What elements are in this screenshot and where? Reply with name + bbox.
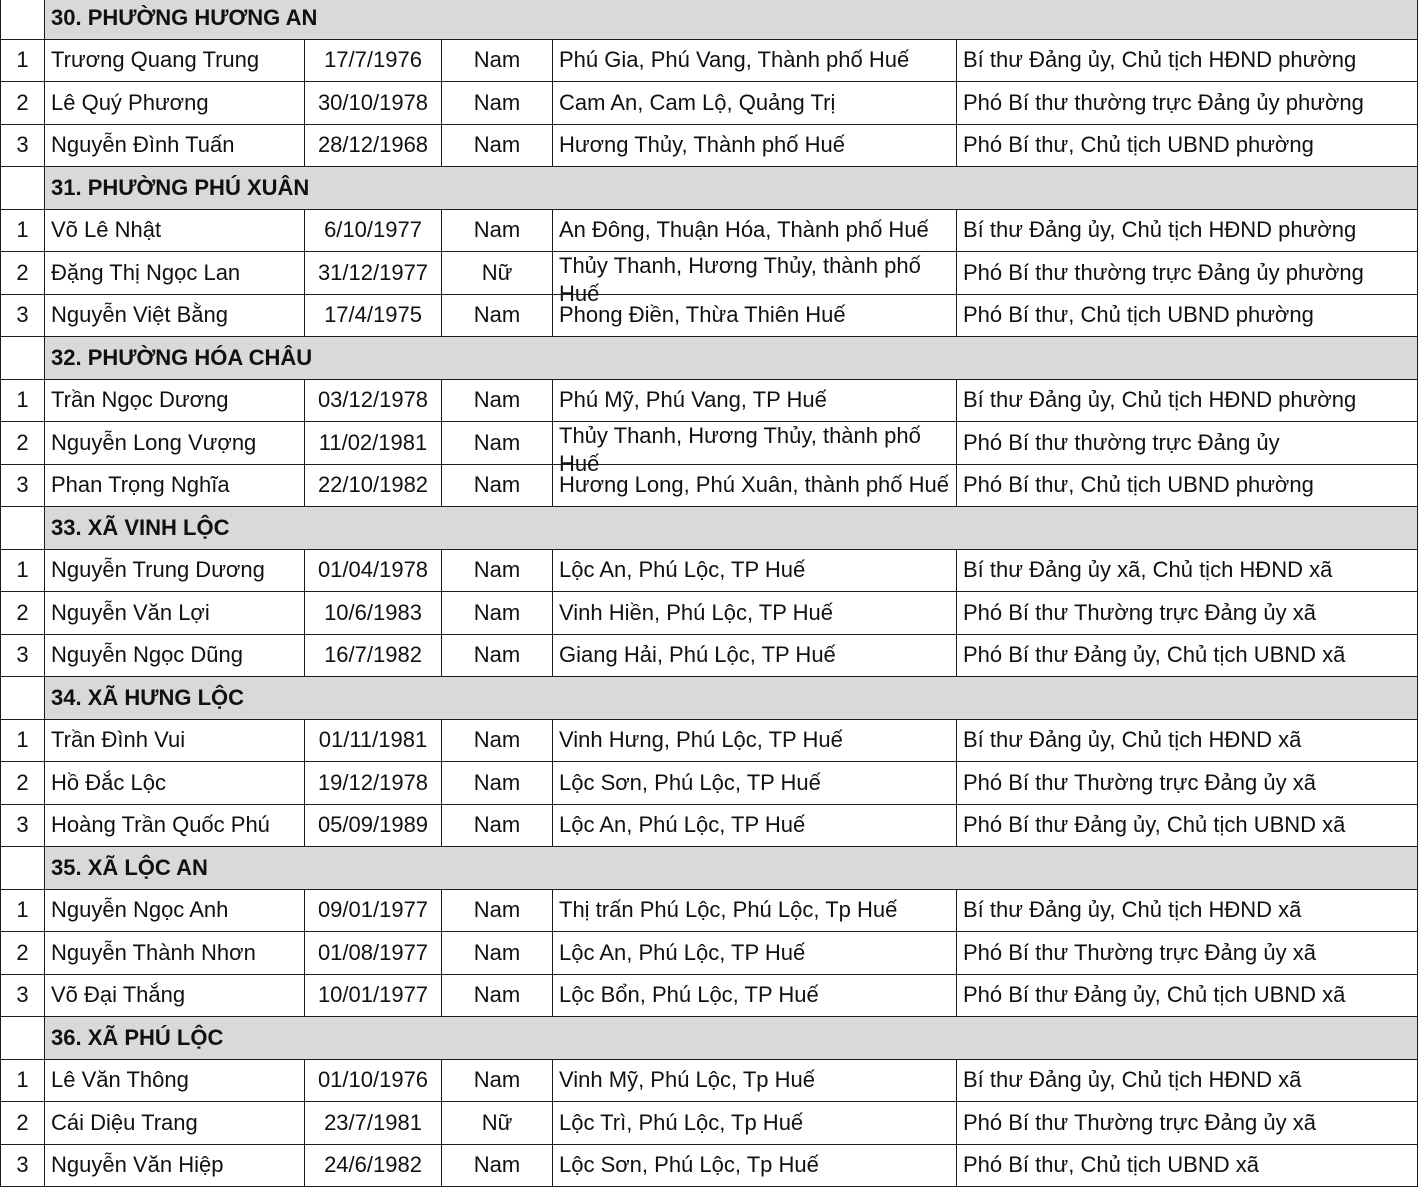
gender-cell: Nam [442,422,553,465]
hometown-cell: Lộc Trì, Phú Lộc, Tp Huế [553,1102,957,1145]
section-header-row [1,1017,1418,1060]
gender-cell: Nam [442,974,553,1017]
hometown-text: Thủy Thanh, Hương Thủy, thành phố Huế [559,423,921,476]
position-cell: Bí thư Đảng ủy, Chủ tịch HĐND phường [957,379,1418,422]
birth-date-cell: 22/10/1982 [305,464,442,507]
row-number-cell: 3 [1,634,45,677]
row-number-cell: 1 [1,719,45,762]
full-name-cell: Nguyễn Ngọc Dũng [45,634,305,677]
personnel-table-body [1,0,1418,1187]
section-title: 33. XÃ VINH LỘC [45,507,1418,550]
row-number-cell: 3 [1,804,45,847]
table-row [1,39,1418,82]
section-number-cell [1,677,45,720]
table-row [1,1144,1418,1187]
row-number-cell: 2 [1,1102,45,1145]
table-row [1,719,1418,762]
birth-date-cell: 31/12/1977 [305,252,442,295]
position-cell: Bí thư Đảng ủy, Chủ tịch HĐND phường [957,209,1418,252]
full-name-cell: Lê Quý Phương [45,82,305,125]
table-row [1,634,1418,677]
position-cell: Phó Bí thư Đảng ủy, Chủ tịch UBND xã [957,634,1418,677]
table-row [1,379,1418,422]
position-cell: Phó Bí thư, Chủ tịch UBND phường [957,294,1418,337]
position-cell: Phó Bí thư Thường trực Đảng ủy xã [957,762,1418,805]
gender-cell: Nam [442,1144,553,1187]
full-name-cell: Nguyễn Đình Tuấn [45,124,305,167]
row-number-cell: 1 [1,39,45,82]
table-row [1,762,1418,805]
position-cell: Phó Bí thư Thường trực Đảng ủy xã [957,592,1418,635]
gender-cell: Nam [442,549,553,592]
birth-date-cell: 01/04/1978 [305,549,442,592]
birth-date-cell: 10/01/1977 [305,974,442,1017]
birth-date-cell: 03/12/1978 [305,379,442,422]
gender-cell: Nam [442,932,553,975]
hometown-cell: Phú Mỹ, Phú Vang, TP Huế [553,379,957,422]
section-title: 36. XÃ PHÚ LỘC [45,1017,1418,1060]
full-name-cell: Võ Lê Nhật [45,209,305,252]
hometown-cell: Lộc An, Phú Lộc, TP Huế [553,932,957,975]
row-number-cell: 2 [1,82,45,125]
section-header-row [1,677,1418,720]
full-name-cell: Đặng Thị Ngọc Lan [45,252,305,295]
full-name-cell: Nguyễn Thành Nhơn [45,932,305,975]
section-number-cell [1,0,45,39]
table-row [1,804,1418,847]
hometown-cell [553,252,957,306]
row-number-cell: 3 [1,124,45,167]
full-name-cell: Nguyễn Văn Hiệp [45,1144,305,1187]
hometown-cell: Phú Gia, Phú Vang, Thành phố Huế [553,39,957,82]
row-number-cell: 1 [1,209,45,252]
hometown-cell: Lộc An, Phú Lộc, TP Huế [553,549,957,592]
table-row [1,932,1418,975]
hometown-text: Thủy Thanh, Hương Thủy, thành phố Huế [559,253,921,306]
hometown-cell: Hương Thủy, Thành phố Huế [553,124,957,167]
birth-date-cell: 17/7/1976 [305,39,442,82]
full-name-cell: Phan Trọng Nghĩa [45,464,305,507]
position-cell: Phó Bí thư, Chủ tịch UBND xã [957,1144,1418,1187]
hometown-cell: Vinh Hưng, Phú Lộc, TP Huế [553,719,957,762]
full-name-cell: Nguyễn Văn Lợi [45,592,305,635]
section-number-cell [1,507,45,550]
section-header-row [1,167,1418,210]
table-row [1,252,1418,295]
table-row [1,124,1418,167]
table-row [1,974,1418,1017]
position-cell: Phó Bí thư, Chủ tịch UBND phường [957,124,1418,167]
section-title: 32. PHƯỜNG HÓA CHÂU [45,337,1418,380]
full-name-cell: Lê Văn Thông [45,1059,305,1102]
table-row [1,1102,1418,1145]
row-number-cell: 3 [1,464,45,507]
birth-date-cell: 01/11/1981 [305,719,442,762]
table-row [1,592,1418,635]
section-number-cell [1,167,45,210]
hometown-cell: Giang Hải, Phú Lộc, TP Huế [553,634,957,677]
table-row [1,294,1418,337]
row-number-cell: 1 [1,549,45,592]
position-cell: Phó Bí thư thường trực Đảng ủy phường [957,252,1418,295]
section-title: 34. XÃ HƯNG LỘC [45,677,1418,720]
full-name-cell: Hồ Đắc Lộc [45,762,305,805]
gender-cell: Nữ [442,1102,553,1145]
section-number-cell [1,1017,45,1060]
gender-cell: Nam [442,124,553,167]
birth-date-cell: 01/10/1976 [305,1059,442,1102]
row-number-cell: 3 [1,1144,45,1187]
hometown-cell: Lộc Bổn, Phú Lộc, TP Huế [553,974,957,1017]
position-cell: Phó Bí thư Thường trực Đảng ủy xã [957,1102,1418,1145]
table-row [1,889,1418,932]
hometown-cell [553,422,957,476]
gender-cell: Nam [442,464,553,507]
full-name-cell: Trương Quang Trung [45,39,305,82]
row-number-cell: 3 [1,294,45,337]
position-cell: Bí thư Đảng ủy xã, Chủ tịch HĐND xã [957,549,1418,592]
full-name-cell: Nguyễn Trung Dương [45,549,305,592]
section-title: 30. PHƯỜNG HƯƠNG AN [45,0,1418,39]
row-number-cell: 3 [1,974,45,1017]
gender-cell: Nam [442,39,553,82]
position-cell: Phó Bí thư thường trực Đảng ủy [957,422,1418,465]
full-name-cell: Trần Ngọc Dương [45,379,305,422]
position-cell: Bí thư Đảng ủy, Chủ tịch HĐND xã [957,719,1418,762]
birth-date-cell: 01/08/1977 [305,932,442,975]
table-row [1,1059,1418,1102]
hometown-cell: Vinh Mỹ, Phú Lộc, Tp Huế [553,1059,957,1102]
gender-cell: Nam [442,592,553,635]
hometown-cell: Phong Điền, Thừa Thiên Huế [553,294,957,337]
table-row [1,209,1418,252]
birth-date-cell: 28/12/1968 [305,124,442,167]
gender-cell: Nữ [442,252,553,295]
position-cell: Phó Bí thư Đảng ủy, Chủ tịch UBND xã [957,974,1418,1017]
row-number-cell: 2 [1,592,45,635]
full-name-cell: Nguyễn Việt Bằng [45,294,305,337]
table-row [1,82,1418,125]
row-number-cell: 2 [1,762,45,805]
row-number-cell: 2 [1,252,45,295]
full-name-cell: Võ Đại Thắng [45,974,305,1017]
hometown-cell: An Đông, Thuận Hóa, Thành phố Huế [553,209,957,252]
hometown-cell: Cam An, Cam Lộ, Quảng Trị [553,82,957,125]
section-number-cell [1,847,45,890]
table-row [1,549,1418,592]
hometown-cell: Lộc Sơn, Phú Lộc, TP Huế [553,762,957,805]
section-header-row [1,847,1418,890]
section-header-row [1,337,1418,380]
gender-cell: Nam [442,82,553,125]
full-name-cell: Cái Diệu Trang [45,1102,305,1145]
row-number-cell: 2 [1,932,45,975]
position-cell: Phó Bí thư Thường trực Đảng ủy xã [957,932,1418,975]
gender-cell: Nam [442,889,553,932]
table-row [1,464,1418,507]
hometown-cell: Lộc Sơn, Phú Lộc, Tp Huế [553,1144,957,1187]
section-header-row [1,507,1418,550]
position-cell: Phó Bí thư thường trực Đảng ủy phường [957,82,1418,125]
full-name-cell: Trần Đình Vui [45,719,305,762]
row-number-cell: 2 [1,422,45,465]
birth-date-cell: 30/10/1978 [305,82,442,125]
gender-cell: Nam [442,209,553,252]
gender-cell: Nam [442,762,553,805]
hometown-cell: Lộc An, Phú Lộc, TP Huế [553,804,957,847]
gender-cell: Nam [442,1059,553,1102]
position-cell: Bí thư Đảng ủy, Chủ tịch HĐND xã [957,889,1418,932]
birth-date-cell: 10/6/1983 [305,592,442,635]
birth-date-cell: 19/12/1978 [305,762,442,805]
position-cell: Bí thư Đảng ủy, Chủ tịch HĐND xã [957,1059,1418,1102]
full-name-cell: Hoàng Trần Quốc Phú [45,804,305,847]
gender-cell: Nam [442,379,553,422]
position-cell: Phó Bí thư Đảng ủy, Chủ tịch UBND xã [957,804,1418,847]
row-number-cell: 1 [1,1059,45,1102]
gender-cell: Nam [442,719,553,762]
birth-date-cell: 23/7/1981 [305,1102,442,1145]
hometown-cell: Vinh Hiền, Phú Lộc, TP Huế [553,592,957,635]
row-number-cell: 1 [1,889,45,932]
birth-date-cell: 09/01/1977 [305,889,442,932]
birth-date-cell: 17/4/1975 [305,294,442,337]
birth-date-cell: 6/10/1977 [305,209,442,252]
position-cell: Phó Bí thư, Chủ tịch UBND phường [957,464,1418,507]
birth-date-cell: 05/09/1989 [305,804,442,847]
position-cell: Bí thư Đảng ủy, Chủ tịch HĐND phường [957,39,1418,82]
birth-date-cell: 16/7/1982 [305,634,442,677]
full-name-cell: Nguyễn Ngọc Anh [45,889,305,932]
gender-cell: Nam [442,804,553,847]
hometown-cell: Thị trấn Phú Lộc, Phú Lộc, Tp Huế [553,889,957,932]
gender-cell: Nam [442,294,553,337]
birth-date-cell: 11/02/1981 [305,422,442,465]
full-name-cell: Nguyễn Long Vượng [45,422,305,465]
section-header-row [1,0,1418,39]
table-row [1,422,1418,465]
row-number-cell: 1 [1,379,45,422]
section-number-cell [1,337,45,380]
section-title: 35. XÃ LỘC AN [45,847,1418,890]
birth-date-cell: 24/6/1982 [305,1144,442,1187]
section-title: 31. PHƯỜNG PHÚ XUÂN [45,167,1418,210]
hometown-cell: Hương Long, Phú Xuân, thành phố Huế [553,464,957,507]
gender-cell: Nam [442,634,553,677]
